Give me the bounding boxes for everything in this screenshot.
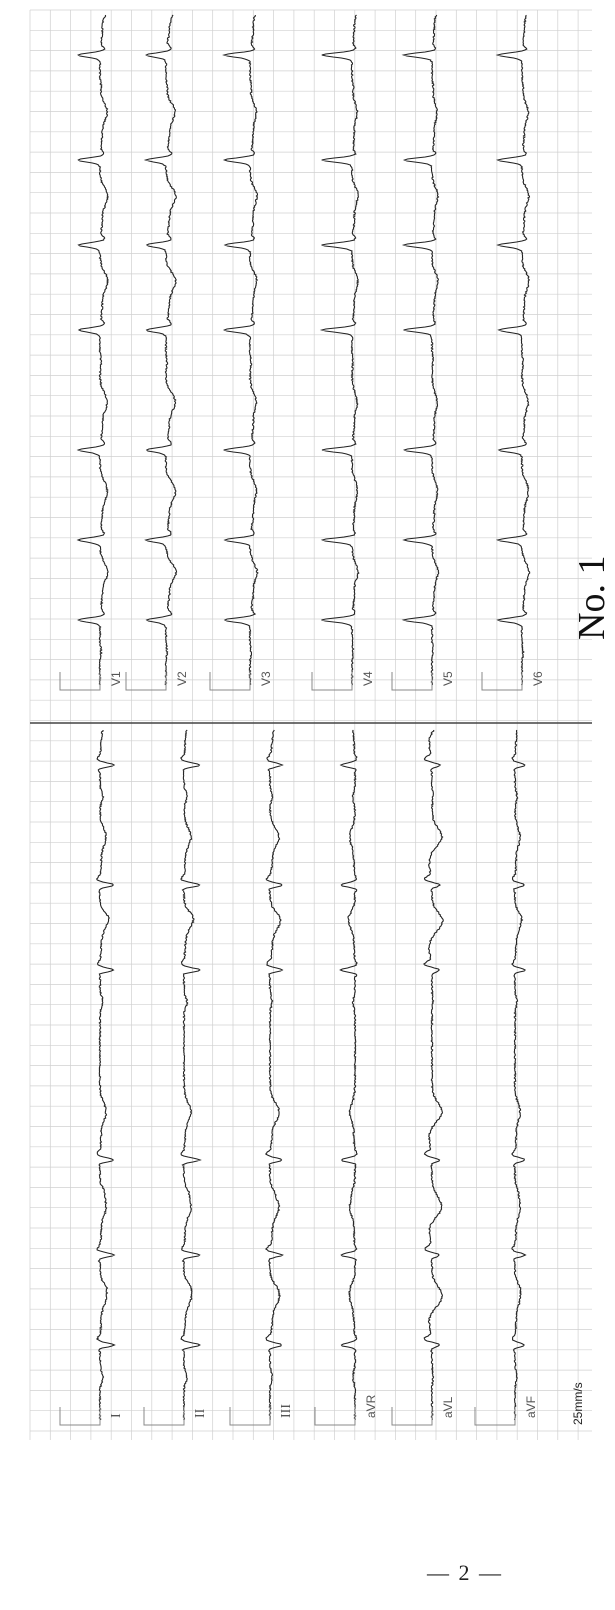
calibration-pulse bbox=[230, 1407, 270, 1425]
lead-label-v3: V3 bbox=[259, 671, 273, 686]
trace-avf bbox=[512, 730, 526, 1420]
speed-label: 25mm/s bbox=[571, 1382, 585, 1425]
trace-v3 bbox=[224, 15, 258, 685]
trace-ii bbox=[181, 730, 200, 1420]
lead-labels bbox=[109, 671, 545, 1418]
calibration-pulse bbox=[126, 672, 166, 690]
page-number: — 2 — bbox=[427, 1560, 503, 1585]
lead-label-avl: aVL bbox=[441, 1396, 455, 1418]
trace-iii bbox=[266, 730, 283, 1420]
lead-label-v1: V1 bbox=[109, 671, 123, 686]
calibration-pulse bbox=[312, 672, 352, 690]
calibration-pulse bbox=[210, 672, 250, 690]
lead-label-v2: V2 bbox=[175, 671, 189, 686]
lead-label-ii: II bbox=[193, 1408, 208, 1418]
lead-label-v5: V5 bbox=[441, 671, 455, 686]
lead-label-v6: V6 bbox=[531, 671, 545, 686]
calibration-pulse bbox=[60, 672, 100, 690]
page-header: No. 1 bbox=[571, 555, 613, 640]
calibration-pulse bbox=[315, 1407, 355, 1425]
trace-v6 bbox=[498, 15, 530, 685]
lead-label-avf: aVF bbox=[524, 1395, 538, 1418]
calibration-pulse bbox=[392, 672, 432, 690]
trace-v1 bbox=[78, 15, 108, 685]
trace-avl bbox=[424, 730, 443, 1420]
trace-i bbox=[97, 730, 115, 1420]
lead-label-v4: V4 bbox=[361, 671, 375, 686]
calibration-pulse bbox=[144, 1407, 184, 1425]
trace-v5 bbox=[404, 15, 439, 685]
trace-v4 bbox=[322, 15, 359, 685]
calibration-pulse bbox=[482, 672, 522, 690]
ecg-grid bbox=[30, 10, 592, 1440]
calibration-pulse bbox=[392, 1407, 432, 1425]
lead-label-i: I bbox=[109, 1413, 124, 1418]
ecg-traces bbox=[60, 15, 530, 1425]
calibration-pulse bbox=[60, 1407, 100, 1425]
calibration-pulse bbox=[475, 1407, 515, 1425]
lead-label-iii: III bbox=[279, 1404, 294, 1418]
lead-label-avr: aVR bbox=[364, 1394, 378, 1418]
